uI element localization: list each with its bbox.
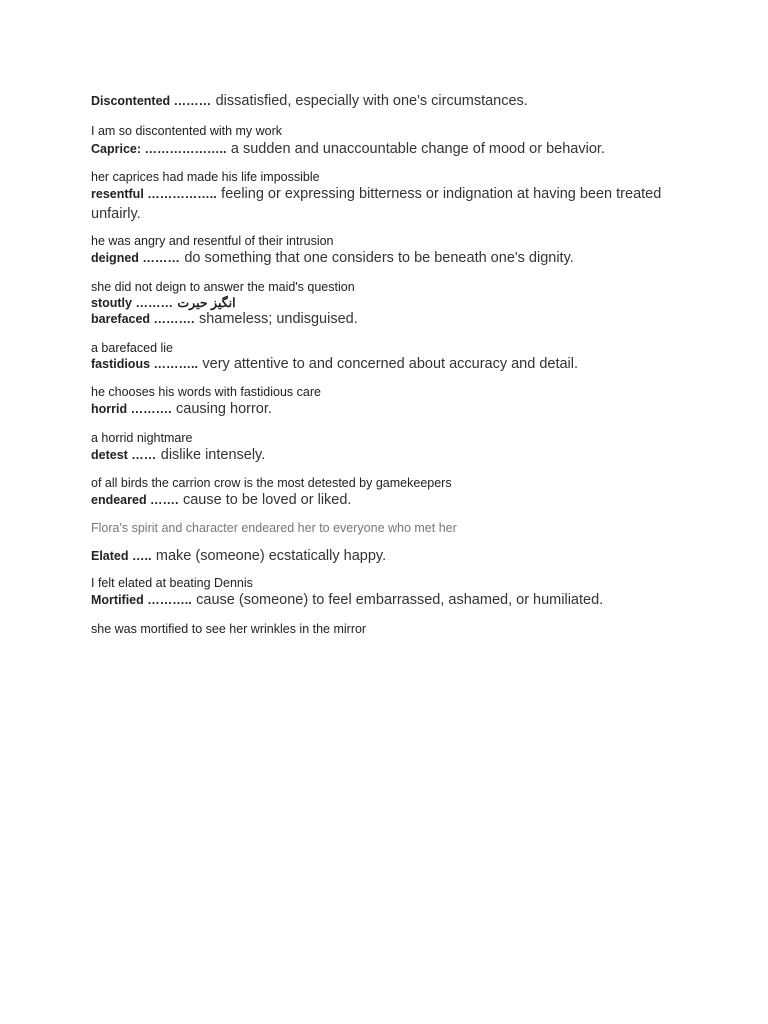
term: fastidious ……….. (91, 357, 198, 371)
definition: dissatisfied, especially with one's circumstances. (215, 93, 528, 109)
term: Elated ….. (91, 549, 152, 563)
example: he chooses his words with fastidious care (91, 385, 321, 399)
term: Caprice: ……………….. (91, 142, 227, 156)
term: detest …… (91, 448, 157, 462)
definition: very attentive to and concerned about accuracy and detail. (202, 356, 579, 372)
example: Flora's spirit and character endeared her to everyone who met her (91, 521, 457, 535)
entry-caprice (91, 140, 698, 158)
definition: causing horror. (176, 401, 272, 417)
entry-horrid (91, 400, 698, 418)
example: she was mortified to see her wrinkles in the mirror (91, 622, 367, 636)
entry-endeared (91, 491, 698, 509)
definition: dislike intensely. (160, 447, 266, 463)
term: resentful …………….. (91, 187, 217, 201)
term: Discontented ……… (91, 94, 212, 108)
example: her caprices had made his life impossible (91, 170, 320, 184)
term: Mortified ……….. (91, 593, 192, 607)
example: a horrid nightmare (91, 431, 193, 445)
entry-discontented (91, 92, 698, 110)
definition: feeling or expressing bitterness or indignation at having been treated unfairly. (91, 186, 662, 222)
example: of all birds the carrion crow is the most detested by gamekeepers (91, 476, 452, 490)
entry-elated (91, 547, 698, 565)
term: horrid ………. (91, 402, 172, 416)
term: endeared ……. (91, 493, 179, 507)
example: he was angry and resentful of their intrusion (91, 234, 334, 248)
example: a barefaced lie (91, 341, 174, 355)
definition: a sudden and unaccountable change of mood or behavior. (230, 141, 605, 157)
entry-resentful (91, 184, 698, 224)
entry-barefaced (91, 310, 698, 328)
definition: انگیز حیرت (177, 296, 236, 310)
definition: shameless; undisguised. (198, 311, 358, 327)
example: she did not deign to answer the maid's question (91, 280, 355, 294)
term: barefaced ………. (91, 312, 195, 326)
example: I am so discontented with my work (91, 124, 283, 138)
term: deigned ……… (91, 251, 180, 265)
entry-mortified (91, 591, 698, 609)
definition: cause to be loved or liked. (182, 492, 352, 508)
entry-deigned (91, 249, 698, 267)
entry-fastidious (91, 355, 698, 373)
entry-detest (91, 446, 698, 464)
term: stoutly ……… (91, 296, 173, 310)
definition: cause (someone) to feel embarrassed, ashamed, or humiliated. (196, 592, 604, 608)
definition: do something that one considers to be beneath one's dignity. (184, 250, 574, 266)
definition: make (someone) ecstatically happy. (155, 548, 387, 564)
example: I felt elated at beating Dennis (91, 576, 253, 590)
